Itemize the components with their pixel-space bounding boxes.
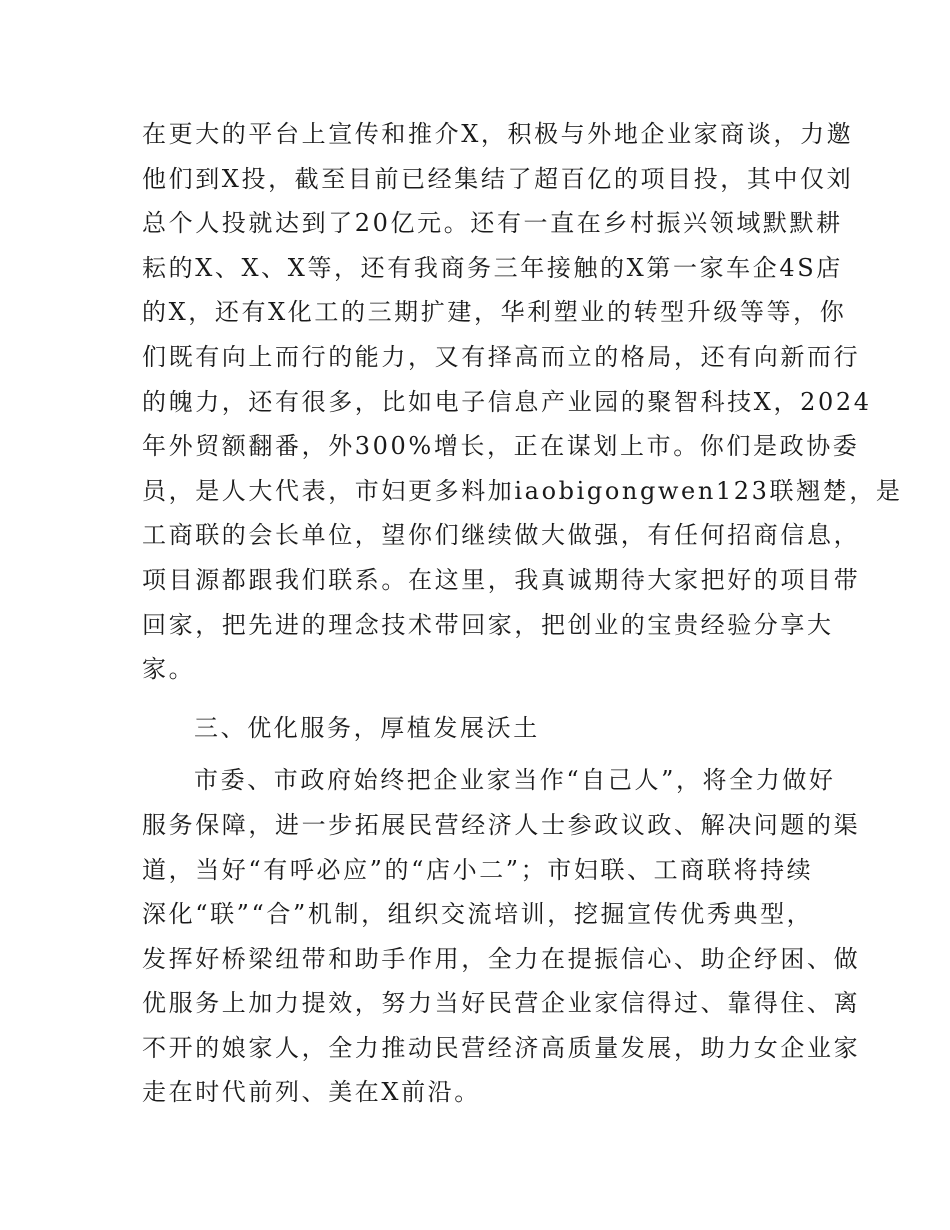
text-line: 服务保障，进一步拓展民营经济人士参政议政、解决问题的渠 [142, 810, 861, 839]
paragraph-service [142, 758, 861, 1115]
text-line: 不开的娘家人，全力推动民营经济高质量发展，助力女企业家 [142, 1033, 861, 1062]
text-line: 年外贸额翻番，外300%增长，正在谋划上市。你们是政协委 [142, 432, 860, 461]
text-line: 道，当好“有呼必应”的“店小二”；市妇联、工商联将持续 [142, 855, 814, 884]
text-line: 总个人投就达到了20亿元。还有一直在乡村振兴领域默默耕 [142, 209, 843, 238]
text-line: 深化“联”“合”机制，组织交流培训，挖掘宣传优秀典型， [142, 900, 814, 929]
text-line: 的X，还有X化工的三期扩建，华利塑业的转型升级等等，你 [142, 298, 847, 327]
text-line: 他们到X投，截至目前已经集结了超百亿的项目投，其中仅刘 [142, 164, 854, 193]
text-line: 回家，把先进的理念技术带回家，把创业的宝贵经验分享大 [142, 610, 834, 639]
document-body [142, 112, 903, 1115]
text-line: 优服务上加力提效，努力当好民营企业家信得过、靠得住、离 [142, 989, 861, 1018]
text-line: 员，是人大代表，市妇更多料加iaobigongwen123联翘楚，是 [142, 476, 903, 505]
section-heading: 三、优化服务，厚植发展沃土 [194, 713, 540, 742]
text-line: 耘的X、X、X等，还有我商务三年接触的X第一家车企4S店 [142, 253, 843, 282]
text-line: 市委、市政府始终把企业家当作“自己人”，将全力做好 [194, 766, 836, 795]
text-line: 的魄力，还有很多，比如电子信息产业园的聚智科技X，2024 [142, 387, 872, 416]
text-line: 项目源都跟我们联系。在这里，我真诚期待大家把好的项目带 [142, 565, 861, 594]
text-line: 走在时代前列、美在X前沿。 [142, 1078, 481, 1107]
text-line: 家。 [142, 655, 196, 684]
paragraph-investment [142, 112, 903, 692]
text-line: 发挥好桥梁纽带和助手作用，全力在提振信心、助企纾困、做 [142, 944, 861, 973]
text-line: 工商联的会长单位，望你们继续做大做强，有任何招商信息， [142, 521, 861, 550]
text-line: 在更大的平台上宣传和推介X，积极与外地企业家商谈，力邀 [142, 120, 854, 148]
text-line: 们既有向上而行的能力，又有择高而立的格局，还有向新而行 [142, 342, 861, 371]
